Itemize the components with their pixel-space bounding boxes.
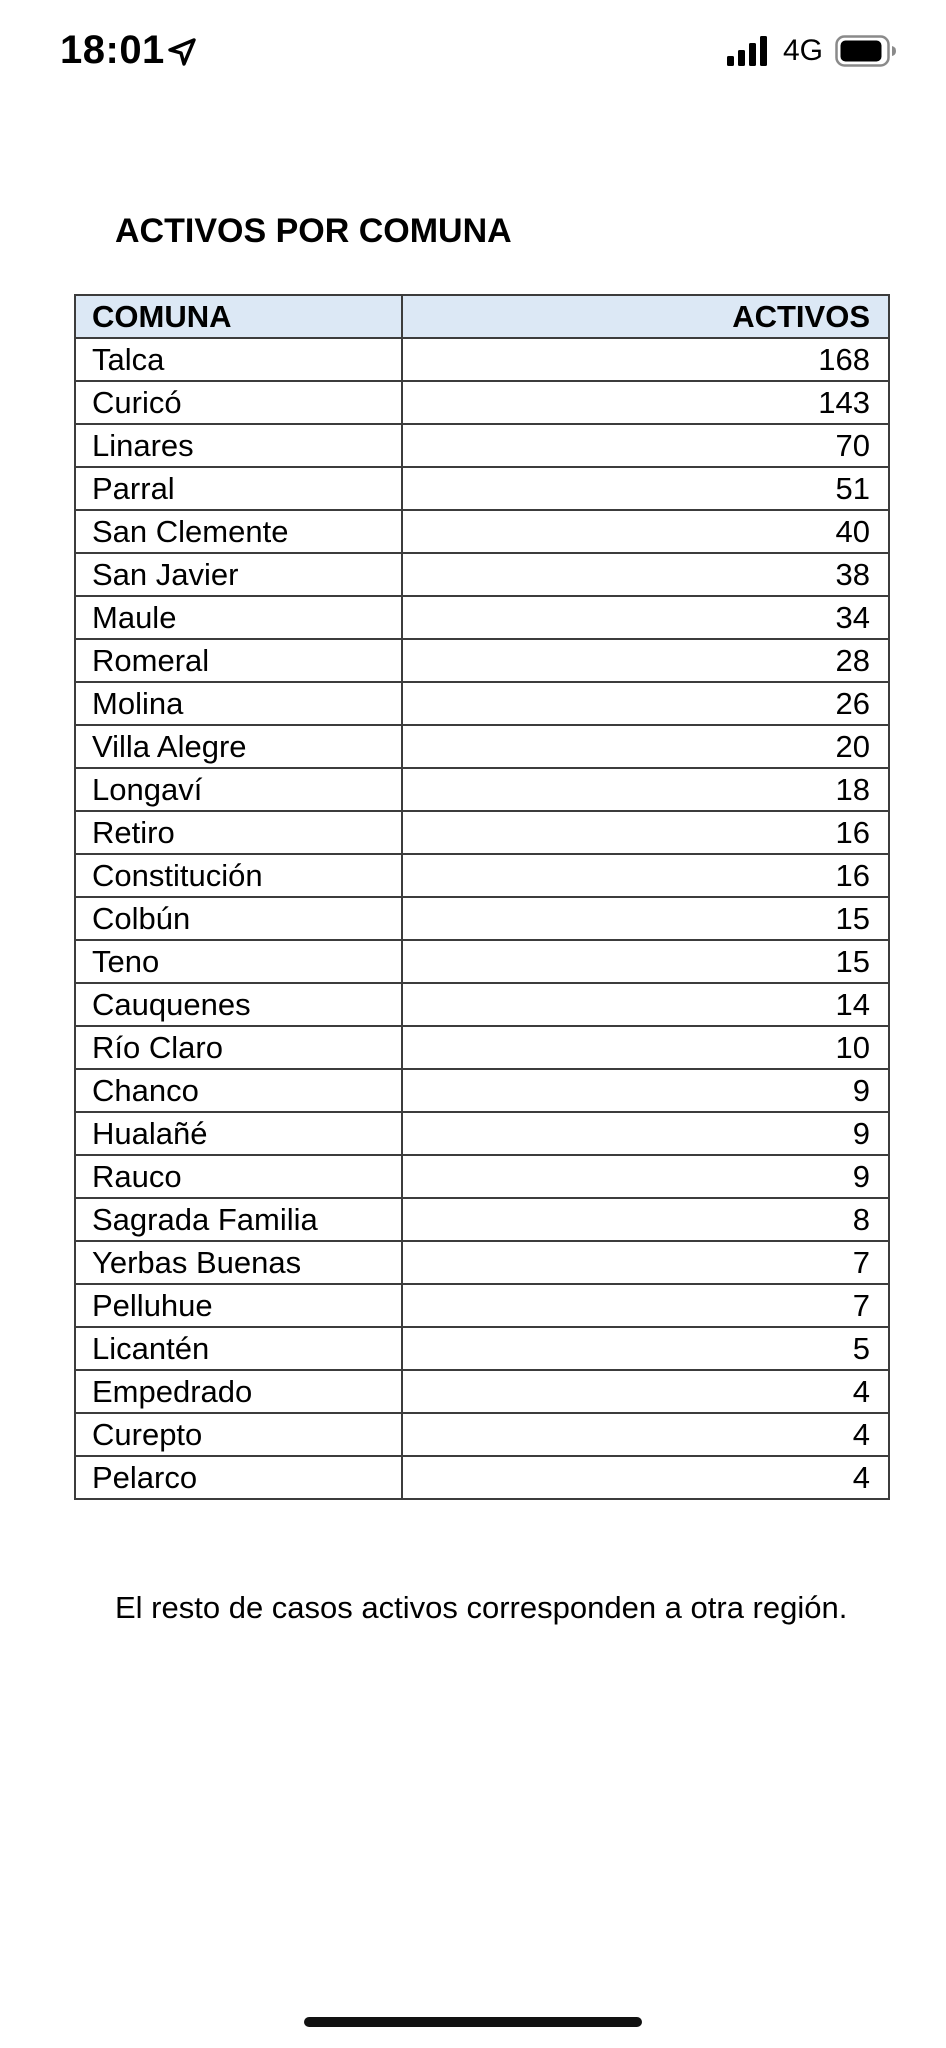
comuna-cell: Romeral xyxy=(75,639,402,682)
comuna-cell: San Clemente xyxy=(75,510,402,553)
comunas-table-container xyxy=(74,294,888,1500)
table-row xyxy=(75,596,889,639)
activos-cell: 15 xyxy=(402,897,889,940)
header-activos: ACTIVOS xyxy=(402,295,889,338)
comuna-cell: Curepto xyxy=(75,1413,402,1456)
comuna-cell: Constitución xyxy=(75,854,402,897)
comuna-cell: Linares xyxy=(75,424,402,467)
activos-cell: 28 xyxy=(402,639,889,682)
activos-cell: 40 xyxy=(402,510,889,553)
activos-cell: 16 xyxy=(402,811,889,854)
activos-cell: 168 xyxy=(402,338,889,381)
table-row xyxy=(75,854,889,897)
header-comuna: COMUNA xyxy=(75,295,402,338)
activos-cell: 26 xyxy=(402,682,889,725)
table-row xyxy=(75,381,889,424)
status-time: 18:01 xyxy=(60,28,165,72)
table-row xyxy=(75,1327,889,1370)
comuna-cell: Chanco xyxy=(75,1069,402,1112)
table-row xyxy=(75,424,889,467)
table-row xyxy=(75,1370,889,1413)
cellular-signal-icon xyxy=(727,36,771,66)
table-row xyxy=(75,338,889,381)
home-indicator[interactable] xyxy=(304,2017,642,2027)
activos-cell: 38 xyxy=(402,553,889,596)
table-row xyxy=(75,1413,889,1456)
table-row xyxy=(75,467,889,510)
table-row xyxy=(75,1241,889,1284)
activos-cell: 10 xyxy=(402,1026,889,1069)
table-row xyxy=(75,725,889,768)
document-title: ACTIVOS POR COMUNA xyxy=(115,212,512,250)
table-row xyxy=(75,682,889,725)
comuna-cell: Pelarco xyxy=(75,1456,402,1499)
comuna-cell: Parral xyxy=(75,467,402,510)
table-row xyxy=(75,1112,889,1155)
network-type-label: 4G xyxy=(783,34,824,67)
table-row xyxy=(75,1069,889,1112)
comuna-cell: Empedrado xyxy=(75,1370,402,1413)
table-row xyxy=(75,768,889,811)
active-cases-table xyxy=(74,294,890,1500)
activos-cell: 7 xyxy=(402,1284,889,1327)
table-row xyxy=(75,510,889,553)
comuna-cell: Hualañé xyxy=(75,1112,402,1155)
comuna-cell: Río Claro xyxy=(75,1026,402,1069)
table-row xyxy=(75,940,889,983)
table-row xyxy=(75,553,889,596)
table-row xyxy=(75,1284,889,1327)
activos-cell: 8 xyxy=(402,1198,889,1241)
activos-cell: 51 xyxy=(402,467,889,510)
activos-cell: 7 xyxy=(402,1241,889,1284)
comuna-cell: Cauquenes xyxy=(75,983,402,1026)
table-row xyxy=(75,1198,889,1241)
comuna-cell: Yerbas Buenas xyxy=(75,1241,402,1284)
activos-cell: 18 xyxy=(402,768,889,811)
status-bar xyxy=(0,0,946,104)
activos-cell: 143 xyxy=(402,381,889,424)
activos-cell: 5 xyxy=(402,1327,889,1370)
table-body xyxy=(75,338,889,1499)
activos-cell: 9 xyxy=(402,1069,889,1112)
table-header-row xyxy=(75,295,889,338)
comuna-cell: Molina xyxy=(75,682,402,725)
comuna-cell: Villa Alegre xyxy=(75,725,402,768)
comuna-cell: Maule xyxy=(75,596,402,639)
table-row xyxy=(75,811,889,854)
activos-cell: 20 xyxy=(402,725,889,768)
table-row xyxy=(75,1155,889,1198)
comuna-cell: Longaví xyxy=(75,768,402,811)
activos-cell: 4 xyxy=(402,1456,889,1499)
table-row xyxy=(75,897,889,940)
comuna-cell: Sagrada Familia xyxy=(75,1198,402,1241)
comuna-cell: Talca xyxy=(75,338,402,381)
activos-cell: 9 xyxy=(402,1112,889,1155)
activos-cell: 4 xyxy=(402,1413,889,1456)
activos-cell: 14 xyxy=(402,983,889,1026)
comuna-cell: Colbún xyxy=(75,897,402,940)
table-row xyxy=(75,639,889,682)
battery-icon xyxy=(835,35,897,67)
table-row xyxy=(75,1456,889,1499)
comuna-cell: San Javier xyxy=(75,553,402,596)
comuna-cell: Curicó xyxy=(75,381,402,424)
activos-cell: 34 xyxy=(402,596,889,639)
comuna-cell: Rauco xyxy=(75,1155,402,1198)
table-row xyxy=(75,983,889,1026)
activos-cell: 15 xyxy=(402,940,889,983)
activos-cell: 16 xyxy=(402,854,889,897)
comuna-cell: Teno xyxy=(75,940,402,983)
activos-cell: 70 xyxy=(402,424,889,467)
comuna-cell: Retiro xyxy=(75,811,402,854)
comuna-cell: Licantén xyxy=(75,1327,402,1370)
activos-cell: 9 xyxy=(402,1155,889,1198)
location-arrow-icon xyxy=(166,36,198,68)
activos-cell: 4 xyxy=(402,1370,889,1413)
comuna-cell: Pelluhue xyxy=(75,1284,402,1327)
table-row xyxy=(75,1026,889,1069)
footnote: El resto de casos activos corresponden a otra región. xyxy=(115,1590,848,1625)
